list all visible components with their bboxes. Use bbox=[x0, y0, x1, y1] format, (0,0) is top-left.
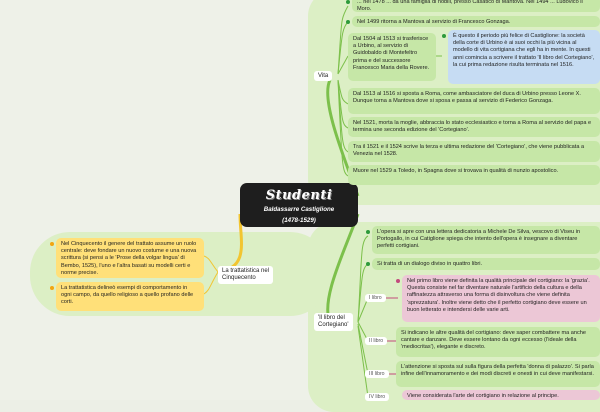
book-1-text: Nel primo libro viene definita la qualità principale del cortigiano: la 'grazia'. Questa consiste nel far diventare naturale l'artificio della cultura e della raffinatezza attraverso una forma di disinvoltura che viene definita 'sprezzatura'. Inoltre viene detto che il perfetto cortigiano deve essere un buon letterato e intendersi delle varie arti. bbox=[402, 275, 600, 322]
book-3-label[interactable]: III libro bbox=[365, 370, 389, 378]
studenti-logo: Studenti bbox=[265, 188, 333, 203]
vita-note-3: Dal 1504 al 1513 si trasferisce a Urbino, al servizio di Guidobaldo di Montefeltro prima e del successore Francesco Maria della Rovere. bbox=[348, 33, 436, 81]
book-4-label[interactable]: IV libro bbox=[365, 393, 389, 401]
cortegiano-intro-2: Si tratta di un dialogo diviso in quattro libri. bbox=[372, 258, 600, 270]
vita-note-1: ... nel 1478 ... da una famiglia di nobili, presso Casatico di Mantova. Nel 1494 ... Ludovico il Moro. bbox=[352, 0, 600, 12]
trattatistica-note-2: La trattatistica delineò esempi di comportamento in ogni campo, da quello religioso a quello profano delle corti. bbox=[56, 282, 204, 311]
book-2-text: Si indicano le altre qualità del cortigiano: deve saper combattere ma anche cantare e danzare. Deve essere lontano da ogni eccesso (l'ideale della 'mediocritas'), elegante e discreto. bbox=[396, 327, 600, 357]
vita-note-6: Nel 1521, morta la moglie, abbraccia lo stato ecclesiastico e torna a Roma al servizio del papa e termina une seconda edizione del 'Cortegiano'. bbox=[348, 117, 600, 137]
branch-vita-label[interactable]: Vita bbox=[314, 71, 332, 81]
vita-note-7: Tra il 1521 e il 1524 scrive la terza e ultima redazione del 'Cortegiano', che viene pubblicata a Venezia nel 1528. bbox=[348, 141, 600, 162]
central-topic[interactable] bbox=[240, 183, 358, 227]
trattatistica-label-line1: La trattatistica nel bbox=[222, 268, 270, 274]
cortegiano-label-line2: Cortegiano' bbox=[318, 322, 349, 328]
book-1-label[interactable]: I libro bbox=[365, 294, 386, 302]
trattatistica-note-1: Nel Cinquecento il genere del trattato assume un ruolo centrale: deve fondare un nuovo costume e una nuova scrittura (si pensi a le 'Prose della volgar lingua' di Bembo, 1525), l'uno e l'altra basati su modelli certi e norme precise. bbox=[56, 238, 204, 278]
book-2-label[interactable]: II libro bbox=[365, 337, 387, 345]
vita-note-5: Dal 1513 al 1516 si sposta a Roma, come ambasciatore del duca di Urbino presso Leone X. Dunque torna a Mantova dove si sposa e passa al servizio di Federico Gonzaga. bbox=[348, 88, 600, 114]
branch-cortegiano-label[interactable] bbox=[314, 313, 353, 331]
book-4-text: Viene considerata l'arte del cortigiano in relazione al principe. bbox=[402, 390, 600, 400]
central-dates: (1478-1529) bbox=[282, 216, 316, 224]
central-title: Baldassarre Castiglione bbox=[263, 206, 335, 213]
vita-note-4: È questo il periodo più felice di Castiglione: la società della corte di Urbino è ai suoi occhi la più vicina al modello di vita cortigiana che egli ha in mente. In questi anni comincia a scrivere il trattato 'Il libro del Cortegiano', la cui prima redazione risulta terminata nel 1516. bbox=[448, 30, 600, 84]
branch-trattatistica-label[interactable] bbox=[218, 266, 273, 284]
vita-note-8: Muore nel 1529 a Toledo, in Spagna dove si trovava in qualità di nunzio apostolico. bbox=[348, 165, 600, 185]
cortegiano-label-line1: 'Il libro del bbox=[318, 315, 345, 321]
vita-note-2: Nel 1499 ritorna a Mantova al servizio di Francesco Gonzaga. bbox=[352, 16, 600, 27]
cortegiano-intro-1: L'opera si apre con una lettera dedicatoria a Michele De Silva, vescovo di Viseu in Portogallo, in cui Catiglione spiega che intento dell'opera è insegnare a diventare perfetti cortigiani. bbox=[372, 226, 600, 254]
book-3-text: L'attenzione si sposta sul sulla figura della perfetta 'donna di palazzo'. Si parla infine dell'innamoramento e dei modi discreti e onesti in cui deve manifestarsi. bbox=[396, 361, 600, 387]
trattatistica-label-line2: Cinquecento bbox=[222, 275, 256, 281]
